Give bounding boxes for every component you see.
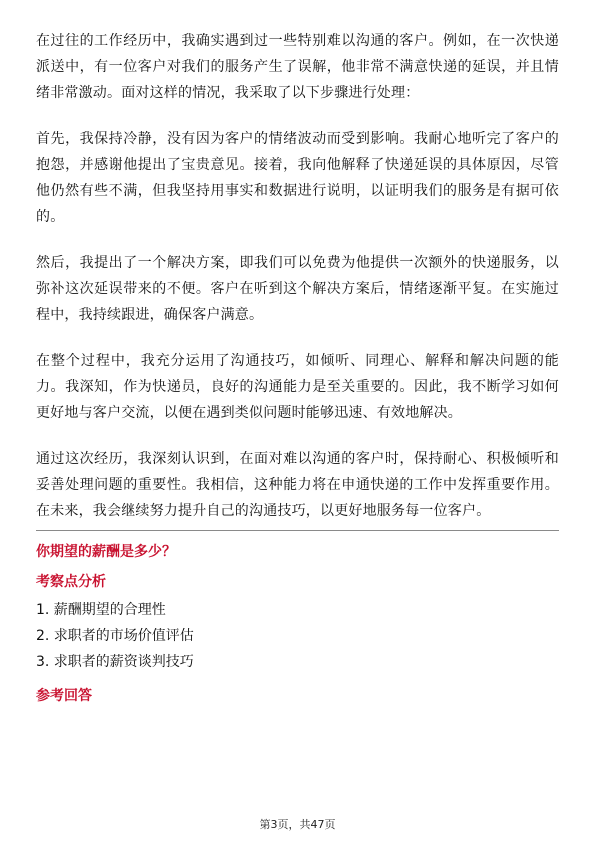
body-paragraph-4: 在整个过程中，我充分运用了沟通技巧，如倾听、同理心、解释和解决问题的能力。我深知，作为快递员，良好的沟通能力是至关重要的。因此，我不断学习如何更好地与客户交流，以便在遇到类似问题时能够迅速、有效地解决。 xyxy=(36,353,559,421)
question-title: 你期望的薪酬是多少？ xyxy=(36,544,176,560)
analysis-heading: 考察点分析 xyxy=(36,574,106,590)
body-paragraph-3: 然后，我提出了一个解决方案，即我们可以免费为他提供一次额外的快递服务，以弥补这次延误带来的不便。客户在听到这个解决方案后，情绪逐渐平复。在实施过程中，我持续跟进，确保客户满意。 xyxy=(36,255,559,323)
analysis-point: 1. 薪酬期望的合理性 xyxy=(36,602,166,618)
analysis-point: 3. 求职者的薪资谈判技巧 xyxy=(36,654,194,670)
section-divider xyxy=(36,530,559,531)
body-paragraph-5: 通过这次经历，我深刻认识到，在面对难以沟通的客户时，保持耐心、积极倾听和妥善处理问题的重要性。我相信，这种能力将在申通快递的工作中发挥重要作用。在未来，我会继续努力提升自己的沟通技巧，以更好地服务每一位客户。 xyxy=(36,451,559,519)
analysis-point: 2. 求职者的市场价值评估 xyxy=(36,628,194,644)
answer-heading: 参考回答 xyxy=(36,688,92,704)
body-paragraph-2: 首先，我保持冷静，没有因为客户的情绪波动而受到影响。我耐心地听完了客户的抱怨，并感谢他提出了宝贵意见。接着，我向他解释了快递延误的具体原因，尽管他仍然有些不满，但我坚持用事实和数据进行说明，以证明我们的服务是有据可依的。 xyxy=(36,131,559,225)
analysis-point-list xyxy=(36,597,559,675)
page-content xyxy=(36,28,559,711)
body-paragraph-1: 在过往的工作经历中，我确实遇到过一些特别难以沟通的客户。例如，在一次快递派送中，有一位客户对我们的服务产生了误解，他非常不满意快递的延误，并且情绪非常激动。面对这样的情况，我采取了以下步骤进行处理： xyxy=(36,33,559,101)
page-number-footer: 第3页，共47页 xyxy=(259,818,336,831)
